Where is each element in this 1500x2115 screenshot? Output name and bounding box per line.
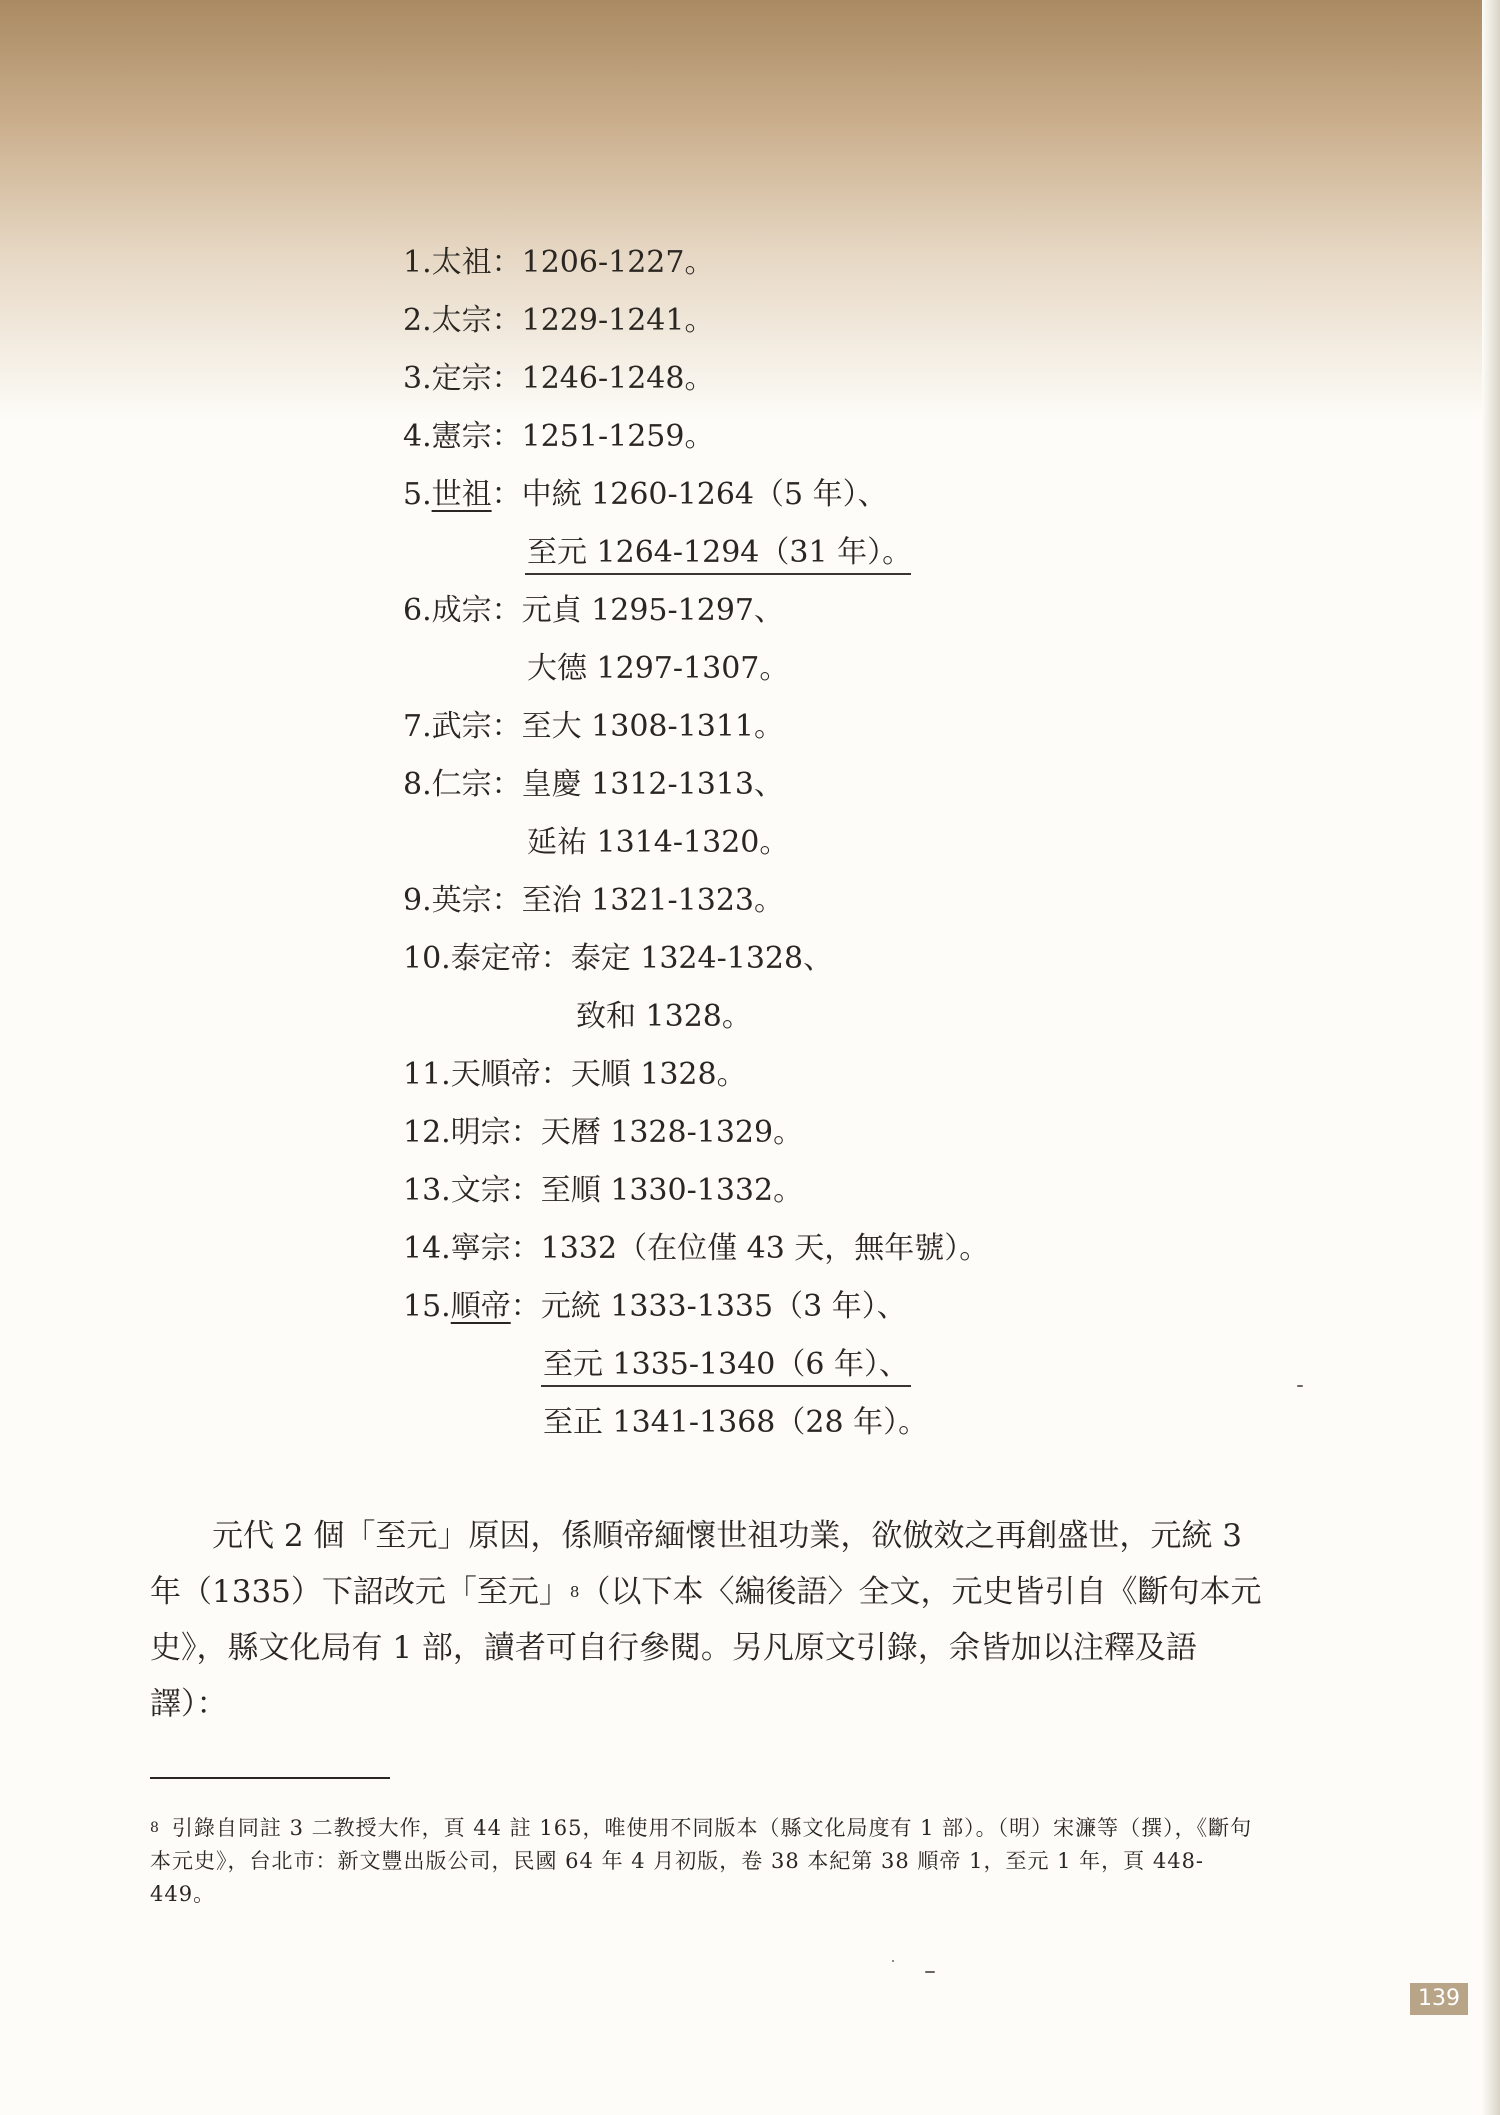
separator: ： xyxy=(510,1231,541,1266)
era-text: 中統 1260-1264（5 年）、 xyxy=(521,477,888,512)
reign-number: 8. xyxy=(403,767,432,802)
emperor-name: 順帝 xyxy=(450,1289,511,1324)
separator: ： xyxy=(510,1289,541,1324)
paragraph-text: 元代 2 個「至元」原因，係順帝緬懷世祖功業，欲倣效之再創盛世，元統 3 年（1335）下詔改元「至元」 xyxy=(150,1518,1243,1610)
separator: ： xyxy=(491,593,522,628)
reign-item xyxy=(403,1285,907,1329)
era-text: 1206-1227。 xyxy=(521,245,715,280)
reign-item xyxy=(403,299,714,343)
paragraph-text-cont: （以下本〈編後語〉全文，元史皆引自《斷句本元史》，縣文化局有 1 部，讀者可自行參閱。另凡原文引錄，余皆加以注釋及語譯）： xyxy=(150,1574,1262,1722)
emperor-name: 定宗 xyxy=(431,361,492,396)
scan-speck xyxy=(1297,1385,1303,1387)
separator: ： xyxy=(491,477,522,512)
separator: ： xyxy=(491,767,522,802)
footnote-marker: 8 xyxy=(150,1820,160,1836)
emperor-name: 太宗 xyxy=(431,303,492,338)
separator: ： xyxy=(540,1057,571,1092)
footnote-text: 引錄自同註 3 二教授大作，頁 44 註 165，唯使用不同版本（縣文化局度有 1 部）。（明）宋濂等（撰），《斷句本元史》，台北市：新文豐出版公司，民國 64 年 4 月初版，卷 38 本紀第 38 順帝 1，至元 1 年，頁 448-449。 xyxy=(150,1816,1253,1906)
reign-item xyxy=(403,241,714,285)
era-continuation: 延祐 1314-1320。 xyxy=(527,825,790,860)
separator: ： xyxy=(510,1173,541,1208)
reign-number: 2. xyxy=(403,303,432,338)
reign-number: 15. xyxy=(403,1289,451,1324)
reign-number: 10. xyxy=(403,941,451,976)
reign-number: 7. xyxy=(403,709,432,744)
reign-item xyxy=(403,879,784,923)
body-paragraph xyxy=(150,1508,1268,1732)
era-continuation: 至元 1264-1294（31 年）。 xyxy=(527,535,913,570)
page-number: 139 xyxy=(1410,1983,1468,2015)
reign-number: 11. xyxy=(403,1057,451,1092)
separator: ： xyxy=(540,941,571,976)
reign-number: 12. xyxy=(403,1115,451,1150)
reign-item xyxy=(403,589,784,633)
era-text: 天順 1328。 xyxy=(570,1057,747,1092)
underline-rule xyxy=(525,573,911,575)
era-continuation: 大德 1297-1307。 xyxy=(527,651,790,686)
reign-number: 14. xyxy=(403,1231,451,1266)
reign-item xyxy=(403,1053,747,1097)
emperor-name: 泰定帝 xyxy=(450,941,541,976)
separator: ： xyxy=(491,303,522,338)
emperor-name: 天順帝 xyxy=(450,1057,541,1092)
separator: ： xyxy=(491,883,522,918)
separator: ： xyxy=(491,709,522,744)
era-text: 至順 1330-1332。 xyxy=(540,1173,804,1208)
reign-item xyxy=(403,473,888,517)
separator: ： xyxy=(491,245,522,280)
era-continuation: 至正 1341-1368（28 年）。 xyxy=(543,1405,929,1440)
footnote-divider xyxy=(150,1777,390,1779)
era-text: 1251-1259。 xyxy=(521,419,715,454)
scan-speck xyxy=(892,1960,894,1962)
emperor-name: 憲宗 xyxy=(431,419,492,454)
reign-number: 5. xyxy=(403,477,432,512)
reign-item xyxy=(403,763,784,807)
footnote xyxy=(150,1812,1268,1911)
reign-number: 6. xyxy=(403,593,432,628)
era-text: 元統 1333-1335（3 年）、 xyxy=(540,1289,907,1324)
era-text: 天曆 1328-1329。 xyxy=(540,1115,804,1150)
emperor-name: 世祖 xyxy=(431,477,492,512)
separator: ： xyxy=(510,1115,541,1150)
reign-number: 4. xyxy=(403,419,432,454)
underline-rule xyxy=(541,1385,911,1387)
emperor-name: 寧宗 xyxy=(450,1231,511,1266)
reign-number: 1. xyxy=(403,245,432,280)
reign-item xyxy=(403,357,714,401)
era-text: 1246-1248。 xyxy=(521,361,715,396)
emperor-name: 太祖 xyxy=(431,245,492,280)
scan-speck xyxy=(925,1971,935,1973)
reign-number: 9. xyxy=(403,883,432,918)
footnote-ref: 8 xyxy=(569,1583,580,1601)
era-text: 1229-1241。 xyxy=(521,303,715,338)
reign-item xyxy=(403,1169,803,1213)
emperor-name: 成宗 xyxy=(431,593,492,628)
reign-number: 13. xyxy=(403,1173,451,1208)
separator: ： xyxy=(491,419,522,454)
era-text: 至治 1321-1323。 xyxy=(521,883,784,918)
reign-item xyxy=(403,705,784,749)
emperor-name: 明宗 xyxy=(450,1115,511,1150)
era-continuation: 至元 1335-1340（6 年）、 xyxy=(543,1347,909,1382)
emperor-name: 英宗 xyxy=(431,883,492,918)
era-text: 元貞 1295-1297、 xyxy=(521,593,784,628)
reign-number: 3. xyxy=(403,361,432,396)
reign-item xyxy=(403,415,714,459)
era-continuation: 致和 1328。 xyxy=(576,999,752,1034)
emperor-name: 文宗 xyxy=(450,1173,511,1208)
reign-item xyxy=(403,1227,989,1271)
emperor-name: 仁宗 xyxy=(431,767,492,802)
reign-item xyxy=(403,937,833,981)
reign-item xyxy=(403,1111,803,1155)
era-text: 1332（在位僅 43 天，無年號）。 xyxy=(540,1231,990,1266)
emperor-name: 武宗 xyxy=(431,709,492,744)
separator: ： xyxy=(491,361,522,396)
era-text: 泰定 1324-1328、 xyxy=(570,941,834,976)
era-text: 至大 1308-1311。 xyxy=(521,709,784,744)
era-text: 皇慶 1312-1313、 xyxy=(521,767,784,802)
